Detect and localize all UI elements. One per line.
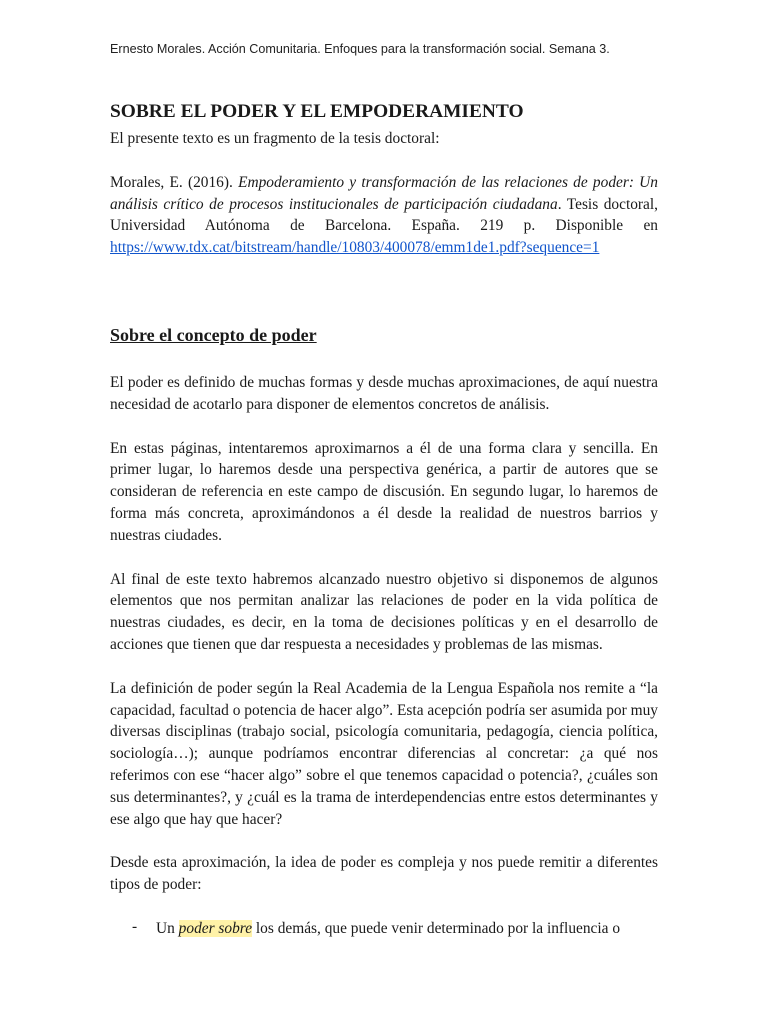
intro-text: El presente texto es un fragmento de la tesis doctoral: [110,130,440,147]
paragraph: Desde esta aproximación, la idea de poder es compleja y nos puede remitir a diferentes tipos de poder: [110,854,658,894]
citation-work-title: Empoderamiento y transformación de las relaciones de poder: Un análisis crítico de procesos institucionales de participación ciudadana [110,173,658,213]
section-heading: Sobre el concepto de poder [110,324,317,345]
list-item [110,918,658,940]
document-title: SOBRE EL PODER Y EL EMPODERAMIENTO [110,101,524,122]
paragraph: Al final de este texto habremos alcanzado nuestro objetivo si disponemos de algunos elementos que nos permitan analizar las relaciones de poder en la vida política de nuestras ciudades, es decir, en la toma de decisiones políticas y en el desarrollo de acciones que tienen que dar respuesta a necesidades y problemas de las mismas. [110,570,658,653]
citation-authors: Morales, E. (2016). [110,173,239,191]
paragraph: La definición de poder según la Real Academia de la Lengua Española nos remite a “la capacidad, facultad o potencia de hacer algo”. Esta acepción podría ser asumida por muy diversas disciplinas (trabajo social, psicología comunitaria, pedagogía, ciencia política, sociología…); aunque podríamos encontrar diferencias al concretar: ¿a qué nos referimos con ese “hacer algo” sobre el que tenemos capacidad o potencia?, ¿cuáles son sus determinantes?, y ¿cuál es la trama de interdependencias entre estos determinantes y ese algo que hay que hacer? [110,679,658,828]
power-types-list [110,918,658,940]
citation-details: . Tesis doctoral, Universidad Autónoma de Barcelona. España. 219 p. Disponible en [110,195,659,235]
document-body [110,100,658,940]
list-bullet: - [132,917,138,935]
highlighted-term: poder sobre [178,919,253,937]
paragraph: En estas páginas, intentaremos aproximarnos a él de una forma clara y sencilla. En primer lugar, lo haremos desde una perspectiva genérica, a partir de autores que se consideran de referencia en este campo de discusión. En segundo lugar, lo haremos de forma más concreta, aproximándonos a él desde la realidad de nuestros barrios y nuestras ciudades. [110,439,658,544]
citation [110,172,658,259]
list-item-lead: Un [156,919,179,937]
list-item-rest: los demás, que puede venir determinado por la influencia o [252,919,621,937]
paragraph: El poder es definido de muchas formas y desde muchas aproximaciones, de aquí nuestra necesidad de acotarlo para disponer de elementos concretos de análisis. [110,373,658,413]
running-header: Ernesto Morales. Acción Comunitaria. Enfoques para la transformación social. Semana 3. [110,42,610,56]
citation-link[interactable]: https://www.tdx.cat/bitstream/handle/10803/400078/emm1de1.pdf?sequence=1 [110,239,600,257]
